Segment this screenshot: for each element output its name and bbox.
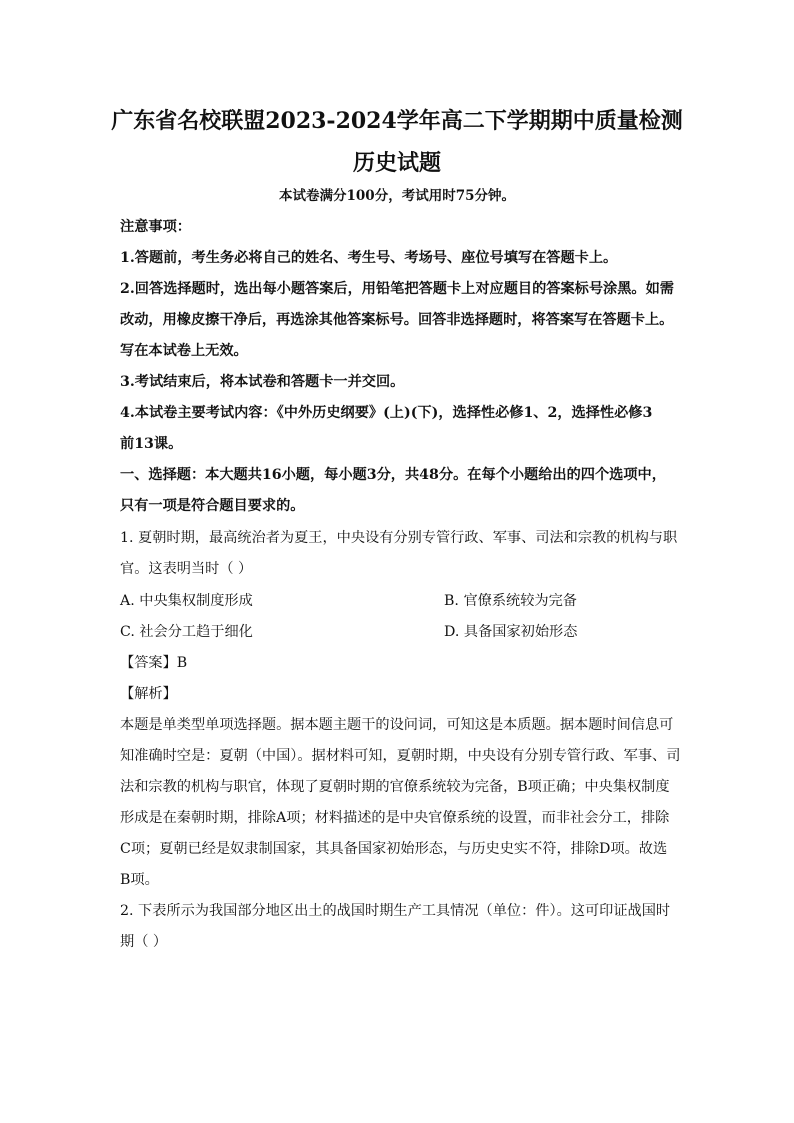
q1-analysis-line: 法和宗教的机构与职官，体现了夏朝时期的官僚系统较为完备，B项正确；中央集权制度 — [120, 779, 670, 795]
q1-analysis-heading: 【解析】 — [120, 686, 177, 702]
section-heading: 一、选择题：本大题共16小题，每小题3分，共48分。在每个小题给出的四个选项中， — [120, 467, 666, 483]
section-heading-cont: 只有一项是符合题目要求的。 — [120, 498, 305, 514]
note-line: 3.考试结束后，将本试卷和答题卡一并交回。 — [120, 374, 405, 390]
q1-option-c: C. 社会分工趋于细化 — [120, 624, 253, 640]
q1-option-a: A. 中央集权制度形成 — [120, 593, 253, 609]
note-line: 2.回答选择题时，选出每小题答案后，用铅笔把答题卡上对应题目的答案标号涂黑。如需 — [120, 281, 674, 297]
exam-title: 广东省名校联盟2023-2024学年高二下学期期中质量检测 — [111, 108, 683, 134]
note-line: 改动，用橡皮擦干净后，再选涂其他答案标号。回答非选择题时，将答案写在答题卡上。 — [120, 312, 674, 328]
note-line: 写在本试卷上无效。 — [120, 343, 248, 359]
question-1-stem: 1. 夏朝时期，最高统治者为夏王，中央设有分别专管行政、军事、司法和宗教的机构与职 — [120, 530, 678, 546]
q1-analysis-line: 本题是单类型单项选择题。据本题主题干的设问词，可知这是本质题。据本题时间信息可 — [120, 717, 674, 733]
q1-answer: 【答案】B — [120, 655, 188, 671]
score-info: 本试卷满分100分，考试用时75分钟。 — [279, 188, 515, 204]
q1-analysis-line: 形成是在秦朝时期，排除A项；材料描述的是中央官僚系统的设置，而非社会分工，排除 — [120, 810, 670, 826]
q1-option-d: D. 具备国家初始形态 — [444, 624, 578, 640]
q1-analysis-line: 知准确时空是：夏朝（中国）。据材料可知，夏朝时期，中央设有分别专管行政、军事、司 — [120, 748, 681, 764]
exam-subject-title: 历史试题 — [352, 150, 441, 176]
q1-analysis-line: C项；夏朝已经是奴隶制国家，其具备国家初始形态，与历史史实不符，排除D项。故选 — [120, 841, 668, 857]
note-line: 1.答题前，考生务必将自己的姓名、考生号、考场号、座位号填写在答题卡上。 — [120, 250, 618, 266]
notes-heading: 注意事项： — [120, 219, 191, 235]
q1-analysis-line: B项。 — [120, 872, 159, 888]
question-2-stem: 2. 下表所示为我国部分地区出土的战国时期生产工具情况（单位：件）。这可印证战国时 — [120, 903, 671, 919]
note-line: 前13课。 — [120, 436, 183, 452]
question-1-stem-cont: 官。这表明当时（ ） — [120, 561, 253, 577]
question-2-stem-cont: 期（ ） — [120, 934, 168, 950]
q1-option-b: B. 官僚系统较为完备 — [444, 593, 577, 609]
note-line: 4.本试卷主要考试内容：《中外历史纲要》(上)(下)，选择性必修1、2，选择性必修3 — [120, 405, 653, 421]
